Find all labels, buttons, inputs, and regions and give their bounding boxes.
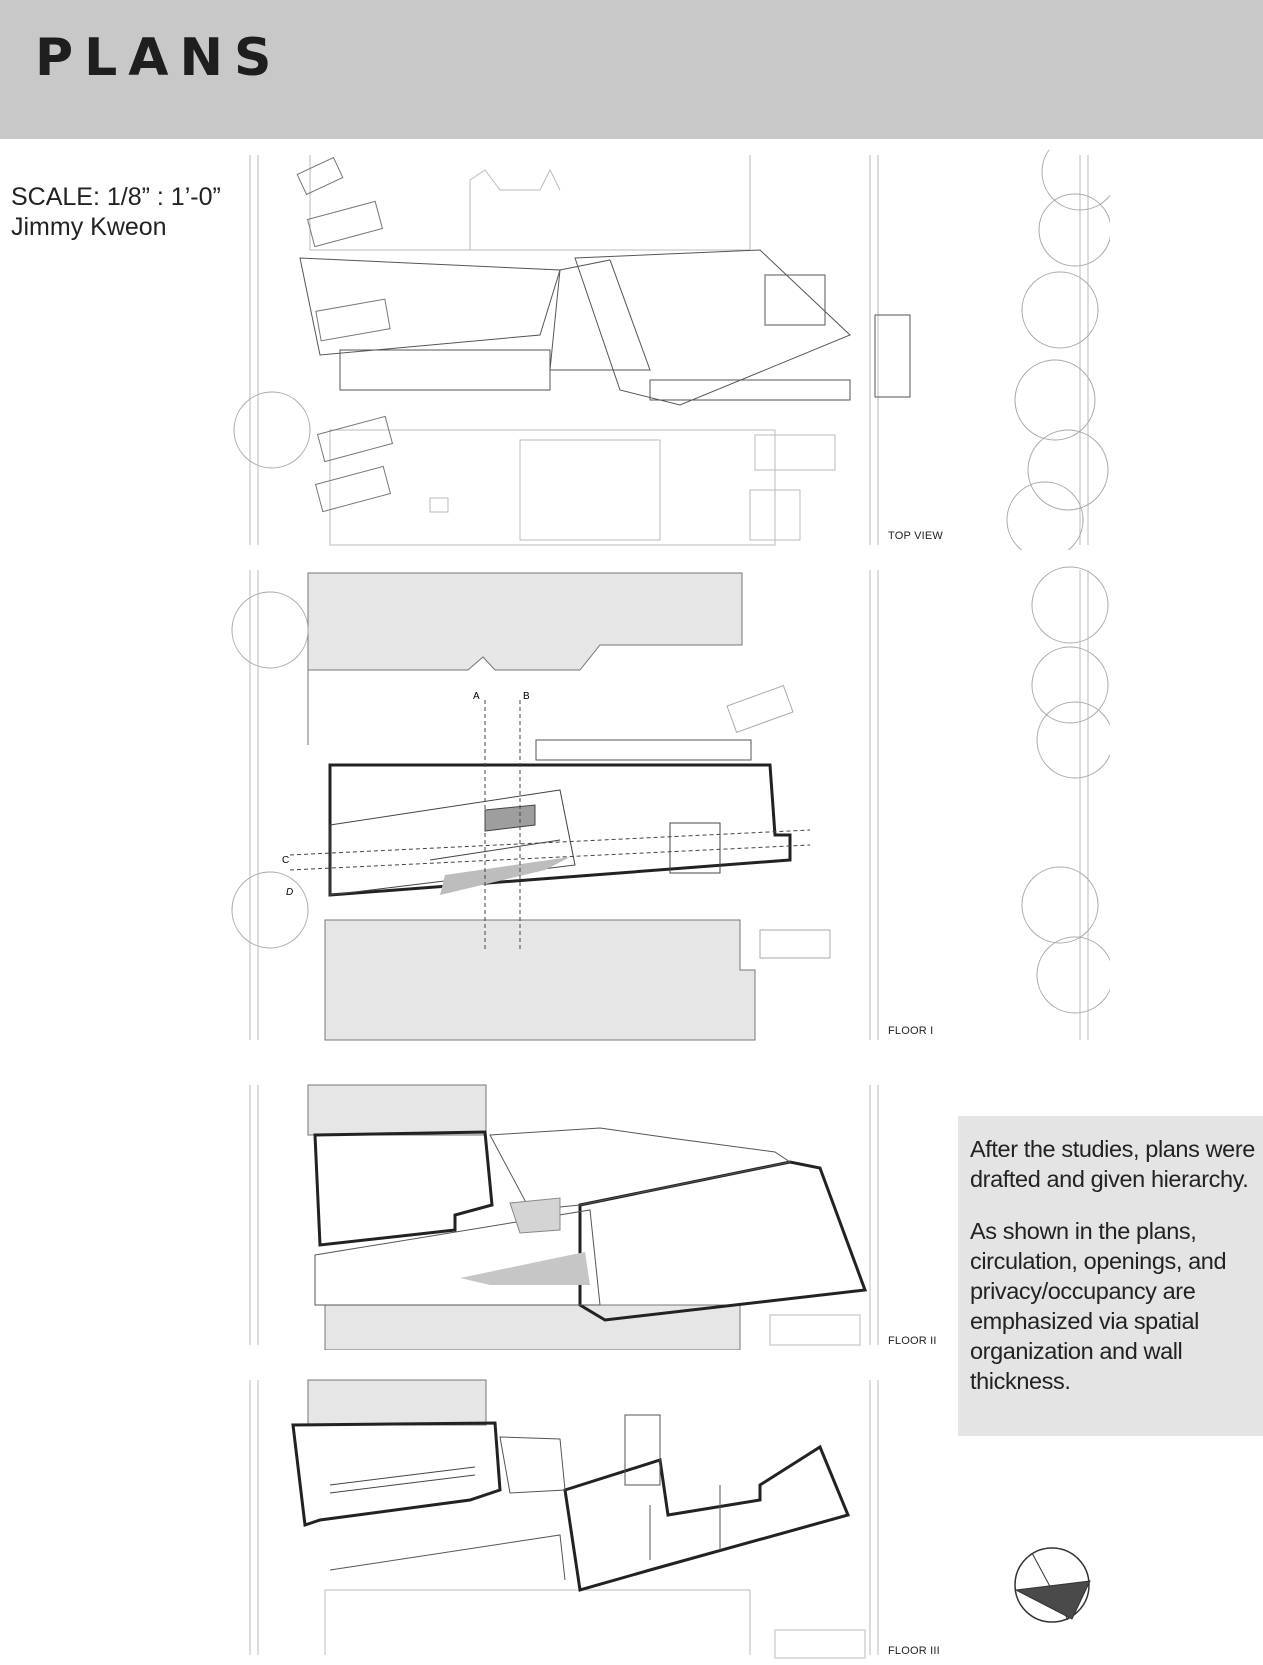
- section-marker-a: A: [473, 691, 480, 702]
- floor-3-label: FLOOR III: [888, 1645, 940, 1657]
- plan-top-view: [230, 150, 1110, 550]
- floor-1-drawing: [230, 565, 1110, 1045]
- author-name: Jimmy Kweon: [11, 213, 167, 241]
- note-paragraph-2: As shown in the plans, circulation, openings, and privacy/occupancy are emphasized via spatial organization and wall thickness.: [970, 1218, 1227, 1394]
- floor-1-label: FLOOR I: [888, 1025, 934, 1037]
- section-marker-b: B: [523, 691, 530, 702]
- top-view-drawing: [230, 150, 1110, 550]
- floor-2-label: FLOOR II: [888, 1335, 937, 1347]
- header-banner: [0, 0, 1263, 139]
- scale-label: SCALE: 1/8” : 1’-0”: [11, 183, 221, 211]
- plan-floor-3: [230, 1375, 950, 1660]
- floor-2-drawing: [230, 1080, 950, 1350]
- north-arrow-icon: [1012, 1545, 1092, 1625]
- floor-3-drawing: [230, 1375, 950, 1660]
- drawing-meta: [11, 182, 221, 242]
- top-view-label: TOP VIEW: [888, 530, 943, 542]
- page-title: PLANS: [35, 28, 283, 88]
- description-note: [958, 1116, 1263, 1436]
- plan-floor-1: [230, 565, 1110, 1045]
- plan-floor-2: [230, 1080, 950, 1350]
- section-marker-c: C: [282, 855, 290, 866]
- note-paragraph-1: After the studies, plans were drafted and given hierarchy.: [970, 1136, 1255, 1192]
- section-marker-d: D: [286, 887, 294, 898]
